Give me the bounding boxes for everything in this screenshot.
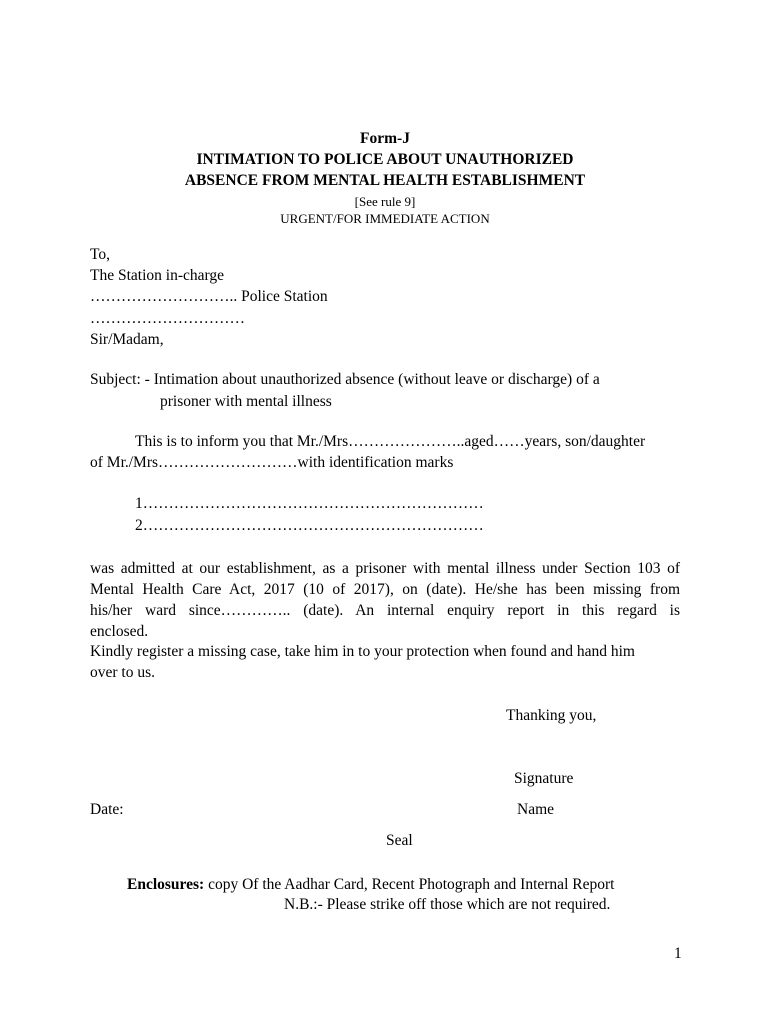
date-label: Date: [90, 801, 124, 818]
enclosures-label: Enclosures: [127, 876, 205, 893]
request-line2: over to us. [90, 664, 156, 681]
intro-line1: This is to inform you that Mr./Mrs…………………..aged……years, son/daughter [135, 433, 646, 450]
signature-label: Signature [514, 770, 574, 787]
recipient-line: The Station in-charge [90, 267, 225, 284]
name-label: Name [517, 801, 555, 818]
admission-paragraph [90, 558, 680, 642]
seal-label: Seal [386, 832, 413, 849]
enclosures-text: copy Of the Aadhar Card, Recent Photograph and Internal Report [204, 876, 615, 893]
admission-line: enclosed. [90, 623, 149, 640]
admission-line: was admitted at our establishment, as a prisoner with mental illness under Section 103 of [90, 560, 680, 577]
admission-line: Mental Health Care Act, 2017 (10 of 2017), on (date). He/she has been missing from [90, 581, 680, 598]
admission-line: his/her ward since………….. (date). An internal enquiry report in this regard is [90, 602, 680, 619]
address-blank-line: ………………………… [90, 310, 245, 327]
urgency-label: URGENT/FOR IMMEDIATE ACTION [280, 211, 490, 226]
enclosures-line [127, 875, 614, 895]
identification-mark-2: 2………………………………………………………… [135, 517, 484, 534]
form-title-line1: INTIMATION TO POLICE ABOUT UNAUTHORIZED [196, 151, 574, 168]
thanking-you: Thanking you, [506, 707, 597, 724]
police-station-line: ……………………….. Police Station [90, 288, 328, 305]
to-label: To, [90, 246, 111, 263]
intro-line2: of Mr./Mrs………………………with identification marks [90, 454, 454, 471]
request-line1: Kindly register a missing case, take him in to your protection when found and hand him [90, 643, 635, 660]
strike-off-note: N.B.:- Please strike off those which are not required. [284, 896, 611, 913]
subject-line2: prisoner with mental illness [160, 393, 332, 410]
identification-mark-1: 1………………………………………………………… [135, 495, 484, 512]
salutation: Sir/Madam, [90, 331, 164, 348]
subject-line1: Subject: - Intimation about unauthorized absence (without leave or discharge) of a [90, 371, 600, 388]
page-number: 1 [674, 945, 682, 962]
form-title-line2: ABSENCE FROM MENTAL HEALTH ESTABLISHMENT [184, 172, 586, 189]
rule-reference: [See rule 9] [354, 194, 416, 209]
form-id: Form-J [360, 130, 410, 147]
